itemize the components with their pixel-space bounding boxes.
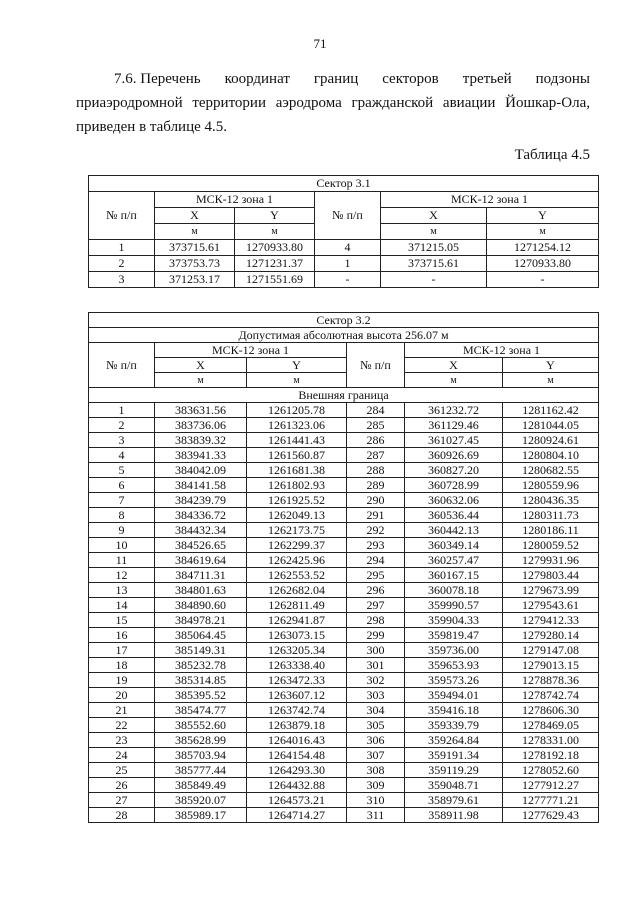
table-cell: 1264154.48: [247, 748, 347, 763]
table-row: [89, 793, 599, 808]
msk-header: МСК-12 зона 1: [405, 343, 599, 358]
table-cell: 385232.78: [155, 658, 247, 673]
table-cell: 383941.33: [155, 448, 247, 463]
table-cell: 358911.98: [405, 808, 503, 823]
table-row: [89, 808, 599, 823]
table-cell: 1261441.43: [247, 433, 347, 448]
table-cell: 373715.61: [155, 240, 235, 256]
table-row: [89, 628, 599, 643]
unit-label: м: [155, 224, 235, 240]
table-cell: 1278192.18: [503, 748, 599, 763]
y-header: Y: [487, 208, 599, 224]
table-cell: 1263472.33: [247, 673, 347, 688]
table-cell: 359653.93: [405, 658, 503, 673]
table-cell: 303: [347, 688, 405, 703]
num-header: № п/п: [315, 192, 381, 240]
table-cell: 3: [89, 272, 155, 288]
table-cell: 385149.31: [155, 643, 247, 658]
table-row: [89, 583, 599, 598]
table-cell: 359416.18: [405, 703, 503, 718]
y-header: Y: [235, 208, 315, 224]
table-cell: 1279803.44: [503, 568, 599, 583]
unit-label: м: [405, 373, 503, 388]
table-cell: 9: [89, 523, 155, 538]
intro-line-3: приведен в таблице 4.5.: [76, 119, 228, 135]
table-cell: 383839.32: [155, 433, 247, 448]
table-cell: 293: [347, 538, 405, 553]
x-header: X: [155, 358, 247, 373]
table-row: [89, 240, 599, 256]
table-cell: 1263073.15: [247, 628, 347, 643]
table-cell: 1280682.55: [503, 463, 599, 478]
table-cell: 14: [89, 598, 155, 613]
table-cell: 1261681.38: [247, 463, 347, 478]
table-cell: 360349.14: [405, 538, 503, 553]
table-cell: 385989.17: [155, 808, 247, 823]
table-cell: 296: [347, 583, 405, 598]
table-cell: 1278469.05: [503, 718, 599, 733]
table-cell: 360257.47: [405, 553, 503, 568]
table-cell: 371215.05: [381, 240, 487, 256]
sector-title: Сектор 3.2: [89, 313, 599, 328]
table-cell: 1: [89, 240, 155, 256]
intro-word: 7.6. Перечень: [114, 71, 201, 87]
table-row: [89, 613, 599, 628]
table-cell: 1280436.35: [503, 493, 599, 508]
table-row: [89, 508, 599, 523]
table-cell: 385777.44: [155, 763, 247, 778]
page-number: 71: [313, 36, 327, 51]
table-cell: 1271231.37: [235, 256, 315, 272]
table-cell: 1262811.49: [247, 598, 347, 613]
table-cell: 1279013.15: [503, 658, 599, 673]
table-cell: 307: [347, 748, 405, 763]
table-cell: 305: [347, 718, 405, 733]
boundary-label: Внешняя граница: [89, 388, 599, 403]
table-cell: 359048.71: [405, 778, 503, 793]
table-row: [89, 523, 599, 538]
table-row: [89, 703, 599, 718]
x-header: X: [405, 358, 503, 373]
table-cell: 8: [89, 508, 155, 523]
table-cell: 1263742.74: [247, 703, 347, 718]
table-cell: 1263879.18: [247, 718, 347, 733]
table-cell: 1261323.06: [247, 418, 347, 433]
table-cell: 358979.61: [405, 793, 503, 808]
table-cell: 1270933.80: [487, 256, 599, 272]
table-row: [89, 272, 599, 288]
table-cell: 23: [89, 733, 155, 748]
table-cell: 13: [89, 583, 155, 598]
table-row: [89, 463, 599, 478]
intro-paragraph: [76, 67, 590, 139]
table-cell: 1279147.08: [503, 643, 599, 658]
table-cell: 297: [347, 598, 405, 613]
table-row: [89, 403, 599, 418]
intro-word: границ: [313, 71, 359, 87]
msk-header: МСК-12 зона 1: [155, 343, 347, 358]
table-cell: 373753.73: [155, 256, 235, 272]
table-cell: 298: [347, 613, 405, 628]
table-cell: 1280804.10: [503, 448, 599, 463]
table-cell: 360728.99: [405, 478, 503, 493]
table-cell: 385064.45: [155, 628, 247, 643]
table-cell: 309: [347, 778, 405, 793]
table-cell: 1280559.96: [503, 478, 599, 493]
table-cell: 373715.61: [381, 256, 487, 272]
table-cell: 1261560.87: [247, 448, 347, 463]
table-cell: 1279280.14: [503, 628, 599, 643]
sector-3-2-rows: [89, 403, 599, 823]
msk-header: МСК-12 зона 1: [155, 192, 315, 208]
unit-label: м: [503, 373, 599, 388]
table-cell: 292: [347, 523, 405, 538]
table-cell: 359191.34: [405, 748, 503, 763]
table-cell: 1280924.61: [503, 433, 599, 448]
table-cell: 2: [89, 256, 155, 272]
table-cell: 1262941.87: [247, 613, 347, 628]
table-cell: 308: [347, 763, 405, 778]
sector-title: Сектор 3.1: [89, 176, 599, 192]
table-row: [89, 418, 599, 433]
table-row: [89, 478, 599, 493]
table-cell: 360926.69: [405, 448, 503, 463]
table-cell: 299: [347, 628, 405, 643]
table-cell: 1262682.04: [247, 583, 347, 598]
table-cell: 15: [89, 613, 155, 628]
table-cell: 6: [89, 478, 155, 493]
table-cell: 304: [347, 703, 405, 718]
table-cell: 311: [347, 808, 405, 823]
table-cell: 360078.18: [405, 583, 503, 598]
table-cell: 288: [347, 463, 405, 478]
table-cell: 1281162.42: [503, 403, 599, 418]
table-cell: 384141.58: [155, 478, 247, 493]
table-cell: 360827.20: [405, 463, 503, 478]
table-cell: 21: [89, 703, 155, 718]
table-cell: 384042.09: [155, 463, 247, 478]
unit-label: м: [247, 373, 347, 388]
table-cell: 28: [89, 808, 155, 823]
table-cell: 1277629.43: [503, 808, 599, 823]
num-header: № п/п: [89, 343, 155, 388]
sector-3-1-rows: [89, 240, 599, 288]
table-cell: 384526.65: [155, 538, 247, 553]
height-note: Допустимая абсолютная высота 256.07 м: [89, 328, 599, 343]
table-row: [89, 538, 599, 553]
table-cell: 1271551.69: [235, 272, 315, 288]
table-cell: 361027.45: [405, 433, 503, 448]
table-cell: -: [487, 272, 599, 288]
table-cell: 359119.29: [405, 763, 503, 778]
sector-3-2-table: [88, 312, 599, 823]
table-row: [89, 568, 599, 583]
table-cell: 1277912.27: [503, 778, 599, 793]
table-row: [89, 658, 599, 673]
table-row: [89, 778, 599, 793]
table-cell: -: [381, 272, 487, 288]
table-cell: 1280186.11: [503, 523, 599, 538]
table-row: [89, 448, 599, 463]
table-cell: 17: [89, 643, 155, 658]
table-cell: 3: [89, 433, 155, 448]
table-cell: 1270933.80: [235, 240, 315, 256]
intro-word: подзоны: [535, 71, 590, 87]
table-row: [89, 493, 599, 508]
table-cell: 287: [347, 448, 405, 463]
unit-label: м: [155, 373, 247, 388]
table-cell: 19: [89, 673, 155, 688]
table-cell: 359990.57: [405, 598, 503, 613]
table-cell: 385474.77: [155, 703, 247, 718]
table-cell: 383631.56: [155, 403, 247, 418]
table-cell: 1271254.12: [487, 240, 599, 256]
table-row: [89, 643, 599, 658]
table-cell: 1262049.13: [247, 508, 347, 523]
table-row: [89, 763, 599, 778]
table-cell: 360536.44: [405, 508, 503, 523]
table-cell: 384336.72: [155, 508, 247, 523]
table-cell: 383736.06: [155, 418, 247, 433]
table-cell: 1: [315, 256, 381, 272]
table-cell: 1261925.52: [247, 493, 347, 508]
table-cell: 10: [89, 538, 155, 553]
table-cell: 385395.52: [155, 688, 247, 703]
table-row: [89, 598, 599, 613]
table-cell: 284: [347, 403, 405, 418]
table-cell: 1262299.37: [247, 538, 347, 553]
table-cell: 290: [347, 493, 405, 508]
intro-line-1: [114, 67, 590, 91]
table-cell: 1262553.52: [247, 568, 347, 583]
table-cell: 1: [89, 403, 155, 418]
table-cell: 1262173.75: [247, 523, 347, 538]
table-cell: 11: [89, 553, 155, 568]
num-header: № п/п: [347, 343, 405, 388]
table-cell: 384978.21: [155, 613, 247, 628]
table-cell: 385703.94: [155, 748, 247, 763]
table-cell: 359736.00: [405, 643, 503, 658]
table-row: [89, 718, 599, 733]
table-cell: 7: [89, 493, 155, 508]
intro-word: третьей: [462, 71, 512, 87]
table-cell: 371253.17: [155, 272, 235, 288]
table-row: [89, 688, 599, 703]
table-row: [89, 733, 599, 748]
table-cell: 1279543.61: [503, 598, 599, 613]
table-cell: 1263338.40: [247, 658, 347, 673]
table-cell: 384239.79: [155, 493, 247, 508]
num-header: № п/п: [89, 192, 155, 240]
table-cell: 384801.63: [155, 583, 247, 598]
table-cell: -: [315, 272, 381, 288]
table-cell: 1263205.34: [247, 643, 347, 658]
table-cell: 384619.64: [155, 553, 247, 568]
table-cell: 361129.46: [405, 418, 503, 433]
x-header: X: [155, 208, 235, 224]
msk-header: МСК-12 зона 1: [381, 192, 599, 208]
table-cell: 1279673.99: [503, 583, 599, 598]
table-cell: 285: [347, 418, 405, 433]
table-cell: 359819.47: [405, 628, 503, 643]
table-cell: 286: [347, 433, 405, 448]
unit-label: м: [487, 224, 599, 240]
unit-label: м: [381, 224, 487, 240]
table-cell: 300: [347, 643, 405, 658]
table-cell: 1264293.30: [247, 763, 347, 778]
table-cell: 1277771.21: [503, 793, 599, 808]
table-caption: Таблица 4.5: [514, 147, 590, 163]
table-cell: 1261802.93: [247, 478, 347, 493]
table-cell: 22: [89, 718, 155, 733]
table-cell: 1279931.96: [503, 553, 599, 568]
table-cell: 359339.79: [405, 718, 503, 733]
table-cell: 291: [347, 508, 405, 523]
table-cell: 1280311.73: [503, 508, 599, 523]
table-cell: 1263607.12: [247, 688, 347, 703]
table-cell: 2: [89, 418, 155, 433]
table-cell: 359264.84: [405, 733, 503, 748]
table-cell: 1264573.21: [247, 793, 347, 808]
table-cell: 1278331.00: [503, 733, 599, 748]
table-cell: 385628.99: [155, 733, 247, 748]
table-cell: 360632.06: [405, 493, 503, 508]
table-cell: 4: [315, 240, 381, 256]
unit-label: м: [235, 224, 315, 240]
table-row: [89, 748, 599, 763]
table-cell: 359904.33: [405, 613, 503, 628]
table-cell: 385552.60: [155, 718, 247, 733]
table-cell: 385849.49: [155, 778, 247, 793]
intro-line-2: приаэродромной территории аэродрома гражданской авиации Йошкар-Ола,: [76, 95, 590, 111]
table-cell: 302: [347, 673, 405, 688]
table-cell: 294: [347, 553, 405, 568]
table-row: [89, 433, 599, 448]
table-cell: 384711.31: [155, 568, 247, 583]
table-cell: 27: [89, 793, 155, 808]
sector-3-1-table: [88, 175, 599, 288]
table-cell: 16: [89, 628, 155, 643]
table-cell: 24: [89, 748, 155, 763]
table-cell: 18: [89, 658, 155, 673]
table-cell: 1278878.36: [503, 673, 599, 688]
table-cell: 301: [347, 658, 405, 673]
table-cell: 20: [89, 688, 155, 703]
table-cell: 1278606.30: [503, 703, 599, 718]
y-header: Y: [247, 358, 347, 373]
y-header: Y: [503, 358, 599, 373]
table-cell: 1262425.96: [247, 553, 347, 568]
table-cell: 1264432.88: [247, 778, 347, 793]
table-cell: 1278052.60: [503, 763, 599, 778]
table-row: [89, 553, 599, 568]
table-cell: 1278742.74: [503, 688, 599, 703]
table-cell: 310: [347, 793, 405, 808]
table-cell: 1281044.05: [503, 418, 599, 433]
table-cell: 295: [347, 568, 405, 583]
table-cell: 360442.13: [405, 523, 503, 538]
table-cell: 361232.72: [405, 403, 503, 418]
table-cell: 5: [89, 463, 155, 478]
table-cell: 384432.34: [155, 523, 247, 538]
table-cell: 289: [347, 478, 405, 493]
table-cell: 26: [89, 778, 155, 793]
table-cell: 359494.01: [405, 688, 503, 703]
table-cell: 385920.07: [155, 793, 247, 808]
table-cell: 12: [89, 568, 155, 583]
table-cell: 384890.60: [155, 598, 247, 613]
table-cell: 1280059.52: [503, 538, 599, 553]
table-cell: 1279412.33: [503, 613, 599, 628]
table-cell: 306: [347, 733, 405, 748]
table-row: [89, 256, 599, 272]
table-cell: 385314.85: [155, 673, 247, 688]
table-cell: 1264714.27: [247, 808, 347, 823]
intro-word: координат: [224, 71, 290, 87]
x-header: X: [381, 208, 487, 224]
intro-word: секторов: [382, 71, 439, 87]
table-cell: 1261205.78: [247, 403, 347, 418]
table-cell: 1264016.43: [247, 733, 347, 748]
table-cell: 25: [89, 763, 155, 778]
table-cell: 359573.26: [405, 673, 503, 688]
table-cell: 360167.15: [405, 568, 503, 583]
table-row: [89, 673, 599, 688]
table-cell: 4: [89, 448, 155, 463]
